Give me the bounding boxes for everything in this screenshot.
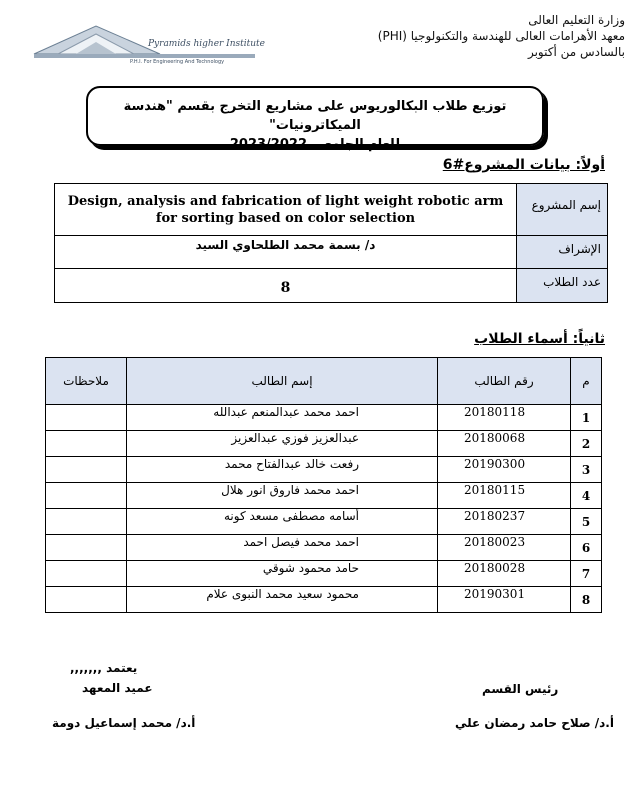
student-name: احمد محمد فاروق انور هلال [127, 483, 438, 509]
table-row [46, 457, 602, 483]
table-row [46, 587, 602, 613]
title-line-2: للعام الجامعى 2023/2022 [229, 137, 401, 152]
project-name-label: إسم المشروع [517, 184, 608, 236]
project-name-value: Design, analysis and fabrication of light weight robotic arm for sorting based on color selection [55, 184, 517, 236]
approval-text: يعتمد ,,,,,,, [70, 661, 138, 675]
project-info-table [54, 183, 608, 303]
table-row [46, 561, 602, 587]
student-number: 2 [571, 431, 602, 457]
header-student-name: إسم الطالب [127, 358, 438, 405]
student-name: احمد محمد عبدالمنعم عبدالله [127, 405, 438, 431]
supervisor-row [55, 236, 608, 269]
student-number: 3 [571, 457, 602, 483]
students-table-header [46, 358, 602, 405]
student-id: 20180028 [438, 561, 571, 587]
students-table [45, 357, 602, 613]
logo-text: Pyramids higher Institute [148, 39, 266, 49]
table-row [46, 405, 602, 431]
student-count-label: عدد الطلاب [517, 269, 608, 303]
dean-name: أ.د/ محمد إسماعيل دومة [52, 716, 196, 730]
student-number: 6 [571, 535, 602, 561]
header-student-id: رقم الطالب [438, 358, 571, 405]
student-notes [46, 431, 127, 457]
student-notes [46, 561, 127, 587]
supervisor-value: د/ بسمة محمد الطلحاوي السيد [55, 236, 517, 269]
student-count-row [55, 269, 608, 303]
student-name: رفعت خالد عبدالفتاح محمد [127, 457, 438, 483]
student-name: أسامه مصطفى مسعد كونه [127, 509, 438, 535]
table-row [46, 483, 602, 509]
supervisor-label: الإشراف [517, 236, 608, 269]
student-notes [46, 535, 127, 561]
student-id: 20180237 [438, 509, 571, 535]
student-id: 20190301 [438, 587, 571, 613]
table-row [46, 535, 602, 561]
header-number: م [571, 358, 602, 405]
document-title-box [86, 86, 544, 152]
title-line-1: توزيع طلاب البكالوريوس على مشاريع التخرج بقسم "هندسة الميكاترونيات" [123, 99, 507, 133]
student-notes [46, 587, 127, 613]
student-id: 20180118 [438, 405, 571, 431]
student-id: 20190300 [438, 457, 571, 483]
student-notes [46, 405, 127, 431]
table-row [46, 509, 602, 535]
student-id: 20180115 [438, 483, 571, 509]
student-id: 20180068 [438, 431, 571, 457]
section-project-heading: أولاً: بيانات المشروع#6 [442, 157, 605, 173]
department-head-name: أ.د/ صلاح حامد رمضان علي [455, 716, 614, 730]
student-number: 1 [571, 405, 602, 431]
department-head-title: رئيس القسم [482, 682, 559, 696]
student-number: 7 [571, 561, 602, 587]
table-row [46, 431, 602, 457]
ministry-line: وزارة التعليم العالى [528, 13, 625, 27]
location-line: بالسادس من أكتوبر [527, 45, 625, 59]
section-students-heading: ثانياً: أسماء الطلاب [474, 331, 605, 347]
student-number: 8 [571, 587, 602, 613]
project-name-row [55, 184, 608, 236]
student-id: 20180023 [438, 535, 571, 561]
institute-logo [30, 20, 266, 68]
student-number: 5 [571, 509, 602, 535]
institute-header [255, 12, 625, 60]
institute-line: معهد الأهرامات العالى للهندسة والتكنولوجيا (PHI) [377, 29, 625, 43]
student-name: حامد محمود شوقي [127, 561, 438, 587]
student-notes [46, 483, 127, 509]
student-count-value: 8 [55, 269, 517, 303]
student-name: عبدالعزيز فوزي عبدالعزيز [127, 431, 438, 457]
dean-title: عميد المعهد [82, 681, 153, 695]
student-name: احمد محمد فيصل احمد [127, 535, 438, 561]
student-name: محمود سعيد محمد النبوى علام [127, 587, 438, 613]
header-notes: ملاحظات [46, 358, 127, 405]
logo-subtext: P.H.I. For Engineering And Technology [130, 59, 225, 65]
student-number: 4 [571, 483, 602, 509]
student-notes [46, 509, 127, 535]
student-notes [46, 457, 127, 483]
